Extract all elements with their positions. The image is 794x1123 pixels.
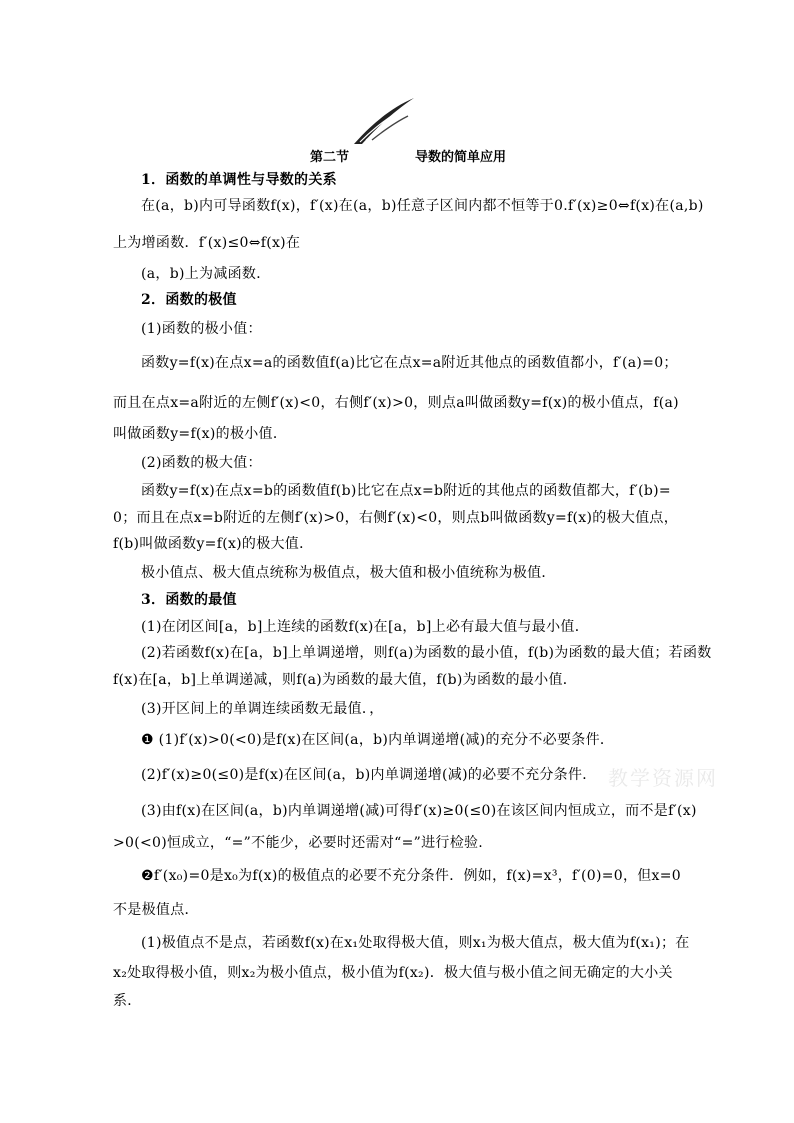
heading-3: 3．函数的最值: [141, 592, 237, 608]
paragraph-line: 叫做函数y=f(x)的极小值．: [113, 426, 288, 442]
page-title: 导数的简单应用: [415, 150, 507, 165]
paragraph-line: 0；而且在点x=b附近的左侧f′(x)>0，右侧f′(x)<0，则点b叫做函数y=f(x)的极大值点，: [113, 510, 679, 526]
paragraph-line: (2)若函数f(x)在[a，b]上单调递增，则f(a)为函数的最小值，f(b)为函数的最大值；若函数: [141, 645, 712, 661]
note-2-line: ❷f′(x₀)=0是x₀为f(x)的极值点的必要不充分条件．例如，f(x)=x³，f′(0)=0，但x=0: [141, 868, 681, 884]
heading-2: 2．函数的极值: [141, 292, 237, 308]
paragraph-line: (3)开区间上的单调连续函数无最值．，: [141, 701, 384, 717]
subheading: (1)函数的极小值：: [141, 321, 262, 337]
note-2-line: 不是极值点．: [113, 902, 199, 918]
paragraph-line: f(b)叫做函数y=f(x)的极大值．: [113, 536, 314, 552]
paragraph-line: 上为增函数．f′(x)≤0⇔f(x)在: [113, 235, 301, 251]
subheading: (2)函数的极大值：: [141, 455, 262, 471]
paragraph-line: 极小值点、极大值点统称为极值点，极大值和极小值统称为极值．: [141, 565, 556, 581]
heading-1: 1．函数的单调性与导数的关系: [141, 172, 337, 188]
paragraph-line: 在(a，b)内可导函数f(x)，f′(x)在(a，b)任意子区间内都不恒等于0.f′(x)≥0⇔f(x)在(a,b): [141, 198, 704, 214]
paragraph-line: 而且在点x=a附近的左侧f′(x)<0，右侧f′(x)>0，则点a叫做函数y=f(x)的极小值点，f(a): [113, 395, 679, 411]
note-1-line: (2)f′(x)≥0(≤0)是f(x)在区间(a，b)内单调递增(减)的必要不充分条件．: [141, 767, 597, 783]
paragraph-line: 函数y=f(x)在点x=b的函数值f(b)比它在点x=b附近的其他点的函数值都大，f′(b)=: [141, 483, 671, 499]
paragraph-line: 系．: [113, 993, 142, 1009]
note-1-line: >0(<0)恒成立，“=”不能少，必要时还需对“=”进行检验.: [113, 835, 484, 851]
note-1-line: (3)由f(x)在区间(a，b)内单调递增(减)可得f′(x)≥0(≤0)在该区间内恒成立，而不是f′(x): [141, 803, 697, 819]
paragraph-line: (a，b)上为减函数．: [141, 266, 271, 282]
note-1-line: ❶ (1)f′(x)>0(<0)是f(x)在区间(a，b)内单调递增(减)的充分不必要条件．: [141, 732, 615, 748]
paragraph-line: (1)极值点不是点，若函数f(x)在x₁处取得极大值，则x₁为极大值点，极大值为f(x₁)；在: [141, 935, 690, 951]
paragraph-line: 函数y=f(x)在点x=a的函数值f(a)比它在点x=a附近其他点的函数值都小，f′(a)=0；: [141, 355, 678, 371]
paragraph-line: (1)在闭区间[a，b]上连续的函数f(x)在[a，b]上必有最大值与最小值．: [141, 619, 589, 635]
watermark: 教学资源网: [608, 766, 718, 790]
section-label: 第二节: [310, 150, 350, 165]
paragraph-line: x₂处取得极小值，则x₂为极小值点，极小值为f(x₂)．极大值与极小值之间无确定的大小关: [113, 965, 673, 981]
swoosh-logo: [352, 96, 416, 146]
paragraph-line: f(x)在[a，b]上单调递减，则f(a)为函数的最大值，f(b)为函数的最小值．: [113, 672, 578, 688]
